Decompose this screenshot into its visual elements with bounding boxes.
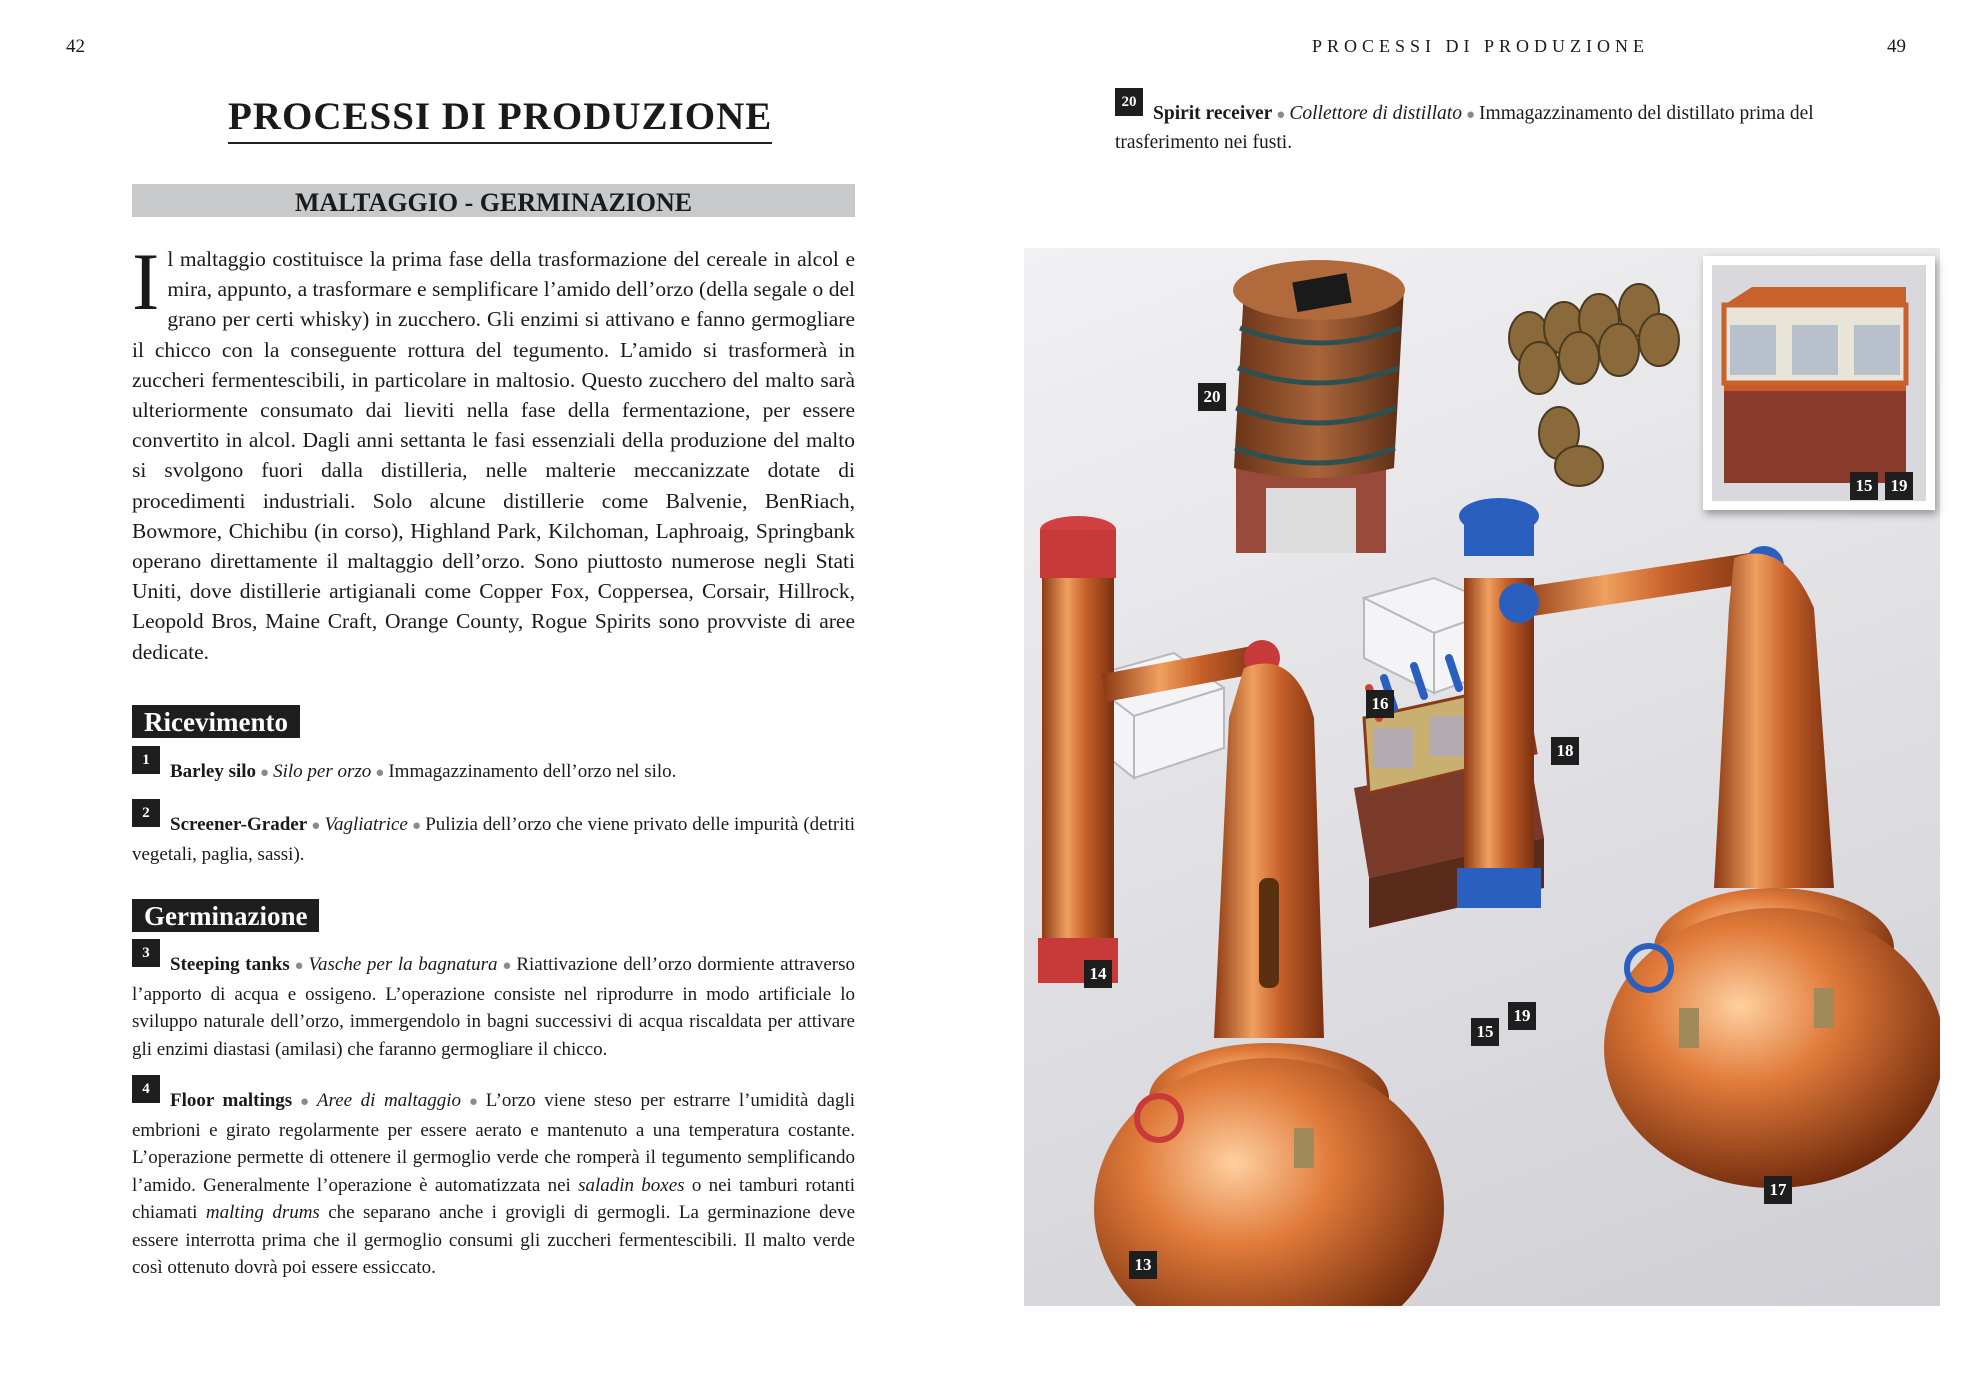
- running-head: PROCESSI DI PRODUZIONE: [1312, 36, 1650, 56]
- entry-number-badge: 3: [132, 939, 160, 967]
- left-page-number: 42: [66, 36, 85, 57]
- entry-italian: Vasche per la bagnatura: [308, 954, 498, 975]
- entry-term: saladin boxes: [578, 1174, 685, 1196]
- entry-description: Immagazzinamento dell’orzo nel silo.: [388, 761, 677, 782]
- bullet-dot: ●: [293, 958, 305, 974]
- spirit-safe-closeup: [1712, 265, 1926, 501]
- entry-number-badge: 1: [132, 746, 160, 774]
- receiver-vat: [1233, 260, 1405, 553]
- spirit-still: [1604, 554, 1940, 1188]
- callout-19: 19: [1508, 1002, 1536, 1030]
- callout-14: 14: [1084, 960, 1112, 988]
- bullet-dot: ●: [311, 818, 321, 834]
- bullet-dot: ●: [296, 1094, 313, 1110]
- bullet-dot: ●: [1276, 107, 1286, 123]
- entry-description: che separano anche i grovigli di germogli. La germinazione deve essere interrotta prima che il germoglio consumi gli zuccheri fermentescibili. Il malto verde così ottenuto dovrà poi essere essiccato.: [132, 1202, 856, 1278]
- entry-italian: Vagliatrice: [324, 814, 408, 835]
- spirit-safe-inset: [1703, 256, 1935, 510]
- entry-description: o nei tamburi rotanti chiamati: [132, 1174, 856, 1223]
- inset-callout-19: 19: [1885, 472, 1913, 500]
- callout-15: 15: [1471, 1018, 1499, 1046]
- entry-number-badge: 2: [132, 799, 160, 827]
- drop-cap: I: [132, 236, 160, 327]
- bullet-dot: ●: [1465, 107, 1476, 123]
- callout-20: 20: [1198, 383, 1226, 411]
- entry-italian: Aree di maltaggio: [316, 1090, 462, 1111]
- entry-number-badge: 4: [132, 1075, 160, 1103]
- entry-italian: Silo per orzo: [273, 761, 372, 782]
- entry-20: [1115, 94, 1842, 157]
- intro-paragraph: [132, 236, 855, 667]
- callout-18: 18: [1551, 737, 1579, 765]
- right-page-number: 49: [1887, 36, 1906, 57]
- bullet-dot: ●: [501, 958, 513, 974]
- entry-description: Riattivazione dell’orzo dormiente attraverso l’apporto di acqua e ossigeno. L’operazione consiste nel riprodurre in modo artificiale lo sviluppo naturale dell’orzo, immergendolo in bagni successivi di acqua riscaldata per attivare gli enzimi diastasi (amilasi) che faranno germogliare il chicco.: [132, 954, 856, 1060]
- entry-name: Spirit receiver: [1153, 103, 1273, 124]
- entry-name: Floor maltings: [170, 1090, 293, 1111]
- page-title: PROCESSI DI PRODUZIONE: [228, 94, 772, 144]
- inset-callout-15: 15: [1850, 472, 1878, 500]
- entry-4: [132, 1081, 856, 1282]
- section-title: MALTAGGIO - GERMINAZIONE: [132, 184, 855, 217]
- bullet-dot: ●: [465, 1094, 482, 1110]
- entry-name: Steeping tanks: [170, 954, 290, 975]
- callout-17: 17: [1764, 1176, 1792, 1204]
- bullet-dot: ●: [411, 818, 422, 834]
- entry-1: [132, 752, 855, 788]
- callout-16: 16: [1366, 690, 1394, 718]
- entry-description: L’orzo viene steso per estrarre l’umidità dagli embrioni e girato regolarmente per essere aerato e mantenuto a una temperatura costante. L’operazione permette di ottenere il germoglio verde che romperà il tegumento semplificando l’amido. Generalmente l’operazione è automatizzata nei: [132, 1090, 856, 1196]
- entry-2: [132, 805, 856, 868]
- entry-name: Screener-Grader: [170, 814, 308, 835]
- entry-description: Immagazzinamento del distillato prima del trasferimento nei fusti.: [1115, 103, 1814, 153]
- entry-italian: Collettore di distillato: [1289, 103, 1462, 124]
- intro-text: l maltaggio costituisce la prima fase della trasformazione del cereale in alcol e mira, appunto, a trasformare e semplificare l’amido dell’orzo (della segale o del grano per certi whisky) in zucchero. Gli enzimi si attivano e fanno germogliare il chicco con la conseguente rottura del tegumento. L’amido si trasformerà in zuccheri fermentescibili, in particolare in maltosio. Questo zucchero del malto sarà ulteriormente consumato dai lieviti nella fase della fermentazione, per essere convertito in alcol. Dagli anni settanta le fasi essenziali della produzione del malto si svolgono fuori dalla distilleria, nelle malterie meccanizzate dotate di procedimenti industriali. Solo alcune distillerie come Balvenie, BenRiach, Bowmore, Chichibu (in corso), Highland Park, Kilchoman, Laphroaig, Springbank operano direttamente il maltaggio dell’orzo. Sono piuttosto numerose negli Stati Uniti, dove distillerie artigianali come Copper Fox, Coppersea, Corsair, Hillrock, Leopold Bros, Maine Craft, Orange County, Rogue Spirits sono provviste di aree dedicate.: [132, 247, 855, 664]
- bullet-dot: ●: [260, 765, 270, 781]
- inset-image: [1712, 265, 1926, 501]
- subheading-germinazione: Germinazione: [132, 899, 319, 932]
- entry-name: Barley silo: [170, 761, 257, 782]
- subheading-ricevimento: Ricevimento: [132, 705, 300, 738]
- callout-13: 13: [1129, 1251, 1157, 1279]
- casks: [1509, 284, 1679, 486]
- entry-description: Pulizia dell’orzo che viene privato delle impurità (detriti vegetali, paglia, sassi).: [132, 814, 856, 865]
- entry-3: [132, 945, 856, 1063]
- entry-number-badge: 20: [1115, 88, 1143, 116]
- bullet-dot: ●: [375, 765, 385, 781]
- entry-term: malting drums: [205, 1202, 320, 1223]
